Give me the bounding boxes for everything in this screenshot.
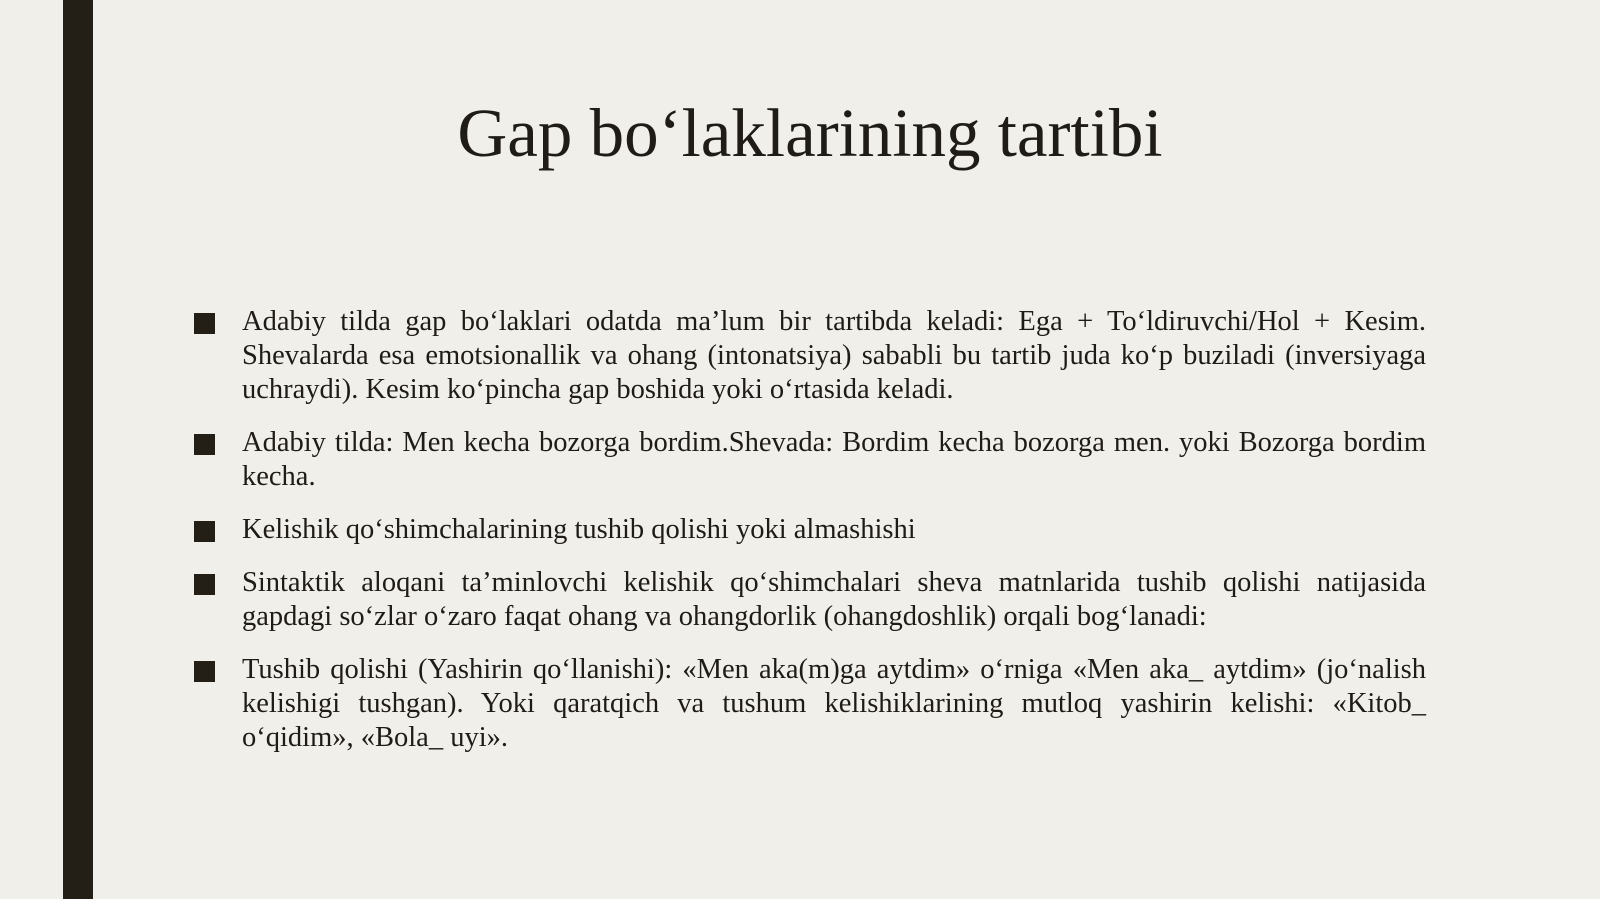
bullet-item bbox=[194, 426, 1426, 494]
bullet-text: Adabiy tilda gap bo‘laklari odatda ma’lum bir tartibda keladi: Ega + To‘ldiruvchi/Hol + Kesim. Shevalarda esa emotsionallik va ohang (intonatsiya) sababli bu tartib juda ko‘p buziladi (inversiyaga uchraydi). Kesim ko‘pincha gap boshida yoki o‘rtasida keladi. bbox=[242, 306, 1426, 405]
bullet-square-icon bbox=[194, 434, 215, 455]
bullet-item bbox=[194, 513, 1426, 547]
bullet-item bbox=[194, 566, 1426, 634]
bullet-item bbox=[194, 305, 1426, 407]
bullet-list bbox=[194, 305, 1426, 774]
bullet-text: Adabiy tilda: Men kecha bozorga bordim.Shevada: Bordim kecha bozorga men. yoki Bozorga bordim kecha. bbox=[242, 427, 1426, 492]
bullet-square-icon bbox=[194, 661, 215, 682]
bullet-square-icon bbox=[194, 313, 215, 334]
bullet-text: Tushib qolishi (Yashirin qo‘llanishi): «Men aka(m)ga aytdim» o‘rniga «Men aka_ aytdim» (jo‘nalish kelishigi tushgan). Yoki qaratqich va tushum kelishiklarining mutloq yashirin kelishi: «Kitob_ o‘qidim», «Bola_ uyi». bbox=[242, 654, 1426, 753]
bullet-square-icon bbox=[194, 574, 215, 595]
bullet-text: Sintaktik aloqani ta’minlovchi kelishik qo‘shimchalari sheva matnlarida tushib qolishi natijasida gapdagi so‘zlar o‘zaro faqat ohang va ohangdorlik (ohangdoshlik) orqali bog‘lanadi: bbox=[242, 567, 1426, 632]
bullet-text: Kelishik qo‘shimchalarining tushib qolishi yoki almashishi bbox=[242, 514, 916, 545]
accent-bar bbox=[63, 0, 93, 899]
bullet-square-icon bbox=[194, 521, 215, 542]
bullet-item bbox=[194, 653, 1426, 755]
slide-title: Gap bo‘laklarining tartibi bbox=[457, 95, 1163, 171]
